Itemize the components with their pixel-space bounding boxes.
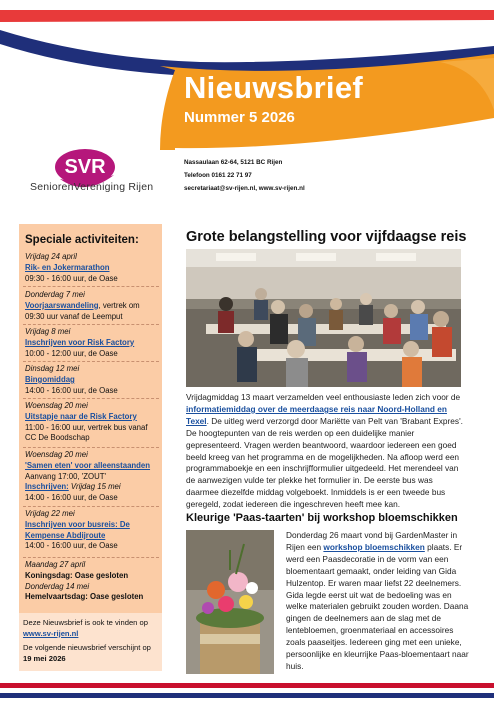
divider [23,506,159,507]
website-link[interactable]: www.sv-rijen.nl [23,628,79,638]
event-date: Vrijdag 8 mei [25,327,71,336]
article-intro: Donderdag 26 maart vond bij GardenMaster in Rijen een [286,530,458,552]
event-signup-date: Vrijdag 15 mei [68,482,121,492]
footer-text: Deze Nieuwsbrief is ook te vinden op [23,618,148,627]
article-intro: Vrijdagmiddag 13 maart verzamelden veel enthousiaste leden zich voor de [186,392,461,402]
issue-number: Nummer 5 2026 [184,109,295,126]
closure-text: Hemelvaartsdag: Oase gesloten [25,592,144,602]
sidebar-activities [19,224,162,671]
contact-web[interactable]: secretariaat@sv-rijen.nl, www.sv-rijen.nl [184,185,305,192]
footer-stripes [0,683,494,705]
info-meeting-link[interactable]: informatiemiddag over de meerdaagse reis naar Noord-Holland en Texel [186,403,447,426]
logo-subtitle: SeniorenVereniging Rijen [30,181,154,193]
workshop-link[interactable]: workshop bloemschikken [323,541,425,552]
event-item [25,364,160,396]
event-date: Woensdag 20 mei [25,450,88,459]
event-text: 14:00 - 16:00 uur, de Oase [25,541,118,551]
article-rest: plaats. Er werd een Paasdecoratie in de vorm van een bloementaart gemaakt, onder leiding van Gida Hulzentop. Er waren maar liefst 22 deelnemers. Gida legde eerst uit wat de bedoeling was en welke materialen gebruikt zouden worden. Daana gingen de deelnemers aan de slag met de lentebloemen, groenmateriaal en accessoires zoals paaseitjes. Iedereen ging met een unieke, persoonlijke en kleurrijke Paas-bloementaart naar huis. [286,541,469,671]
event-link[interactable]: Rik- en Jokermarathon [25,262,110,272]
event-item [25,509,160,552]
divider [23,557,159,558]
event-date: Vrijdag 24 april [25,252,77,261]
event-text: 10:00 - 12:00 uur, de Oase [25,348,118,358]
event-text: 11:00 - 16:00 uur, vertrek bus vanaf CC De Boodschap [25,422,148,443]
article-title: Grote belangstelling voor vijfdaagse reis [186,229,467,245]
event-date: Dinsdag 12 mei [25,364,80,373]
article-rest: . De uitleg werd verzorgd door Mariëtte van Pelt van 'Brabant Expres'. De hoogtepunten van de reis werden op een duidelijke manier gepresenteerd. Vragen werden beantwoord, waardoor iedereen een goed beeld kreeg van het programma en de mogelijkheden. Na afloop werd een programmaboekje en een inschrijfformulier uitgedeeld. Het merendeel van de aanwezigen vulde ter plekke het formulier in. De eerste bus was daarmee diezelfde middag volgeboekt. Inmiddels is er een tweede bus geregeld, zodat iedereen die ingeschreven heeft mee kan. [186,415,463,510]
event-item [25,450,160,504]
footer-line [23,618,161,639]
footer-line [23,643,161,664]
event-link[interactable]: Inschrijven voor Risk Factory [25,337,135,347]
event-date: Maandag 27 april [25,560,86,569]
next-issue-date: 19 mei 2026 [23,653,66,663]
event-date: Donderdag 14 mei [25,581,90,591]
event-text: , vertrek om 09:30 uur vanaf de Leemput [25,300,140,321]
event-link[interactable]: Bingomiddag [25,374,75,384]
event-link[interactable]: 'Samen eten' voor alleenstaanden [25,460,151,470]
contact-block [184,156,305,195]
event-link[interactable]: Inschrijven voor busreis: De Kempense Abdijroute [25,519,130,540]
meeting-photo [186,249,461,387]
sidebar-footer [19,613,162,671]
event-text: 14:00 - 16:00 uur, de Oase [25,493,118,503]
contact-phone: Telefoon 0161 22 71 97 [184,172,252,179]
sidebar-heading: Speciale activiteiten: [25,234,139,246]
event-text: 09:30 - 16:00 uur, de Oase [25,273,118,283]
event-text: 14:00 - 16:00 uur, de Oase [25,385,118,395]
event-item [25,290,160,322]
event-item [25,401,160,444]
event-item [25,252,160,284]
article-body [286,530,474,673]
closure-text: Koningsdag: Oase gesloten [25,570,129,580]
contact-address: Nassaulaan 62-64, 5121 BC Rijen [184,159,283,166]
svg-text:SVR: SVR [64,156,106,178]
event-date: Vrijdag 22 mei [25,509,75,518]
event-date: Donderdag 7 mei [25,290,85,299]
article-body [186,392,464,511]
event-date: Woensdag 20 mei [25,401,88,410]
event-text: Aanvang 17:00, 'ZOUT' [25,471,106,481]
footer-text: De volgende nieuwsbrief verschijnt op [23,643,151,652]
divider [23,324,159,325]
divider [23,398,159,399]
event-link-signup[interactable]: Inschrijven: [25,482,69,492]
divider [23,361,159,362]
event-item [25,327,160,359]
article-title: Kleurige 'Paas-taarten' bij workshop bloemschikken [186,512,458,524]
closure-item [25,560,160,603]
divider [23,286,159,287]
event-link[interactable]: Uitstapje naar de Risk Factory [25,411,137,421]
flower-photo [186,530,274,674]
newsletter-title: Nieuwsbrief [184,70,364,105]
event-link[interactable]: Voorjaarswandeling [25,300,99,310]
divider [23,447,159,448]
